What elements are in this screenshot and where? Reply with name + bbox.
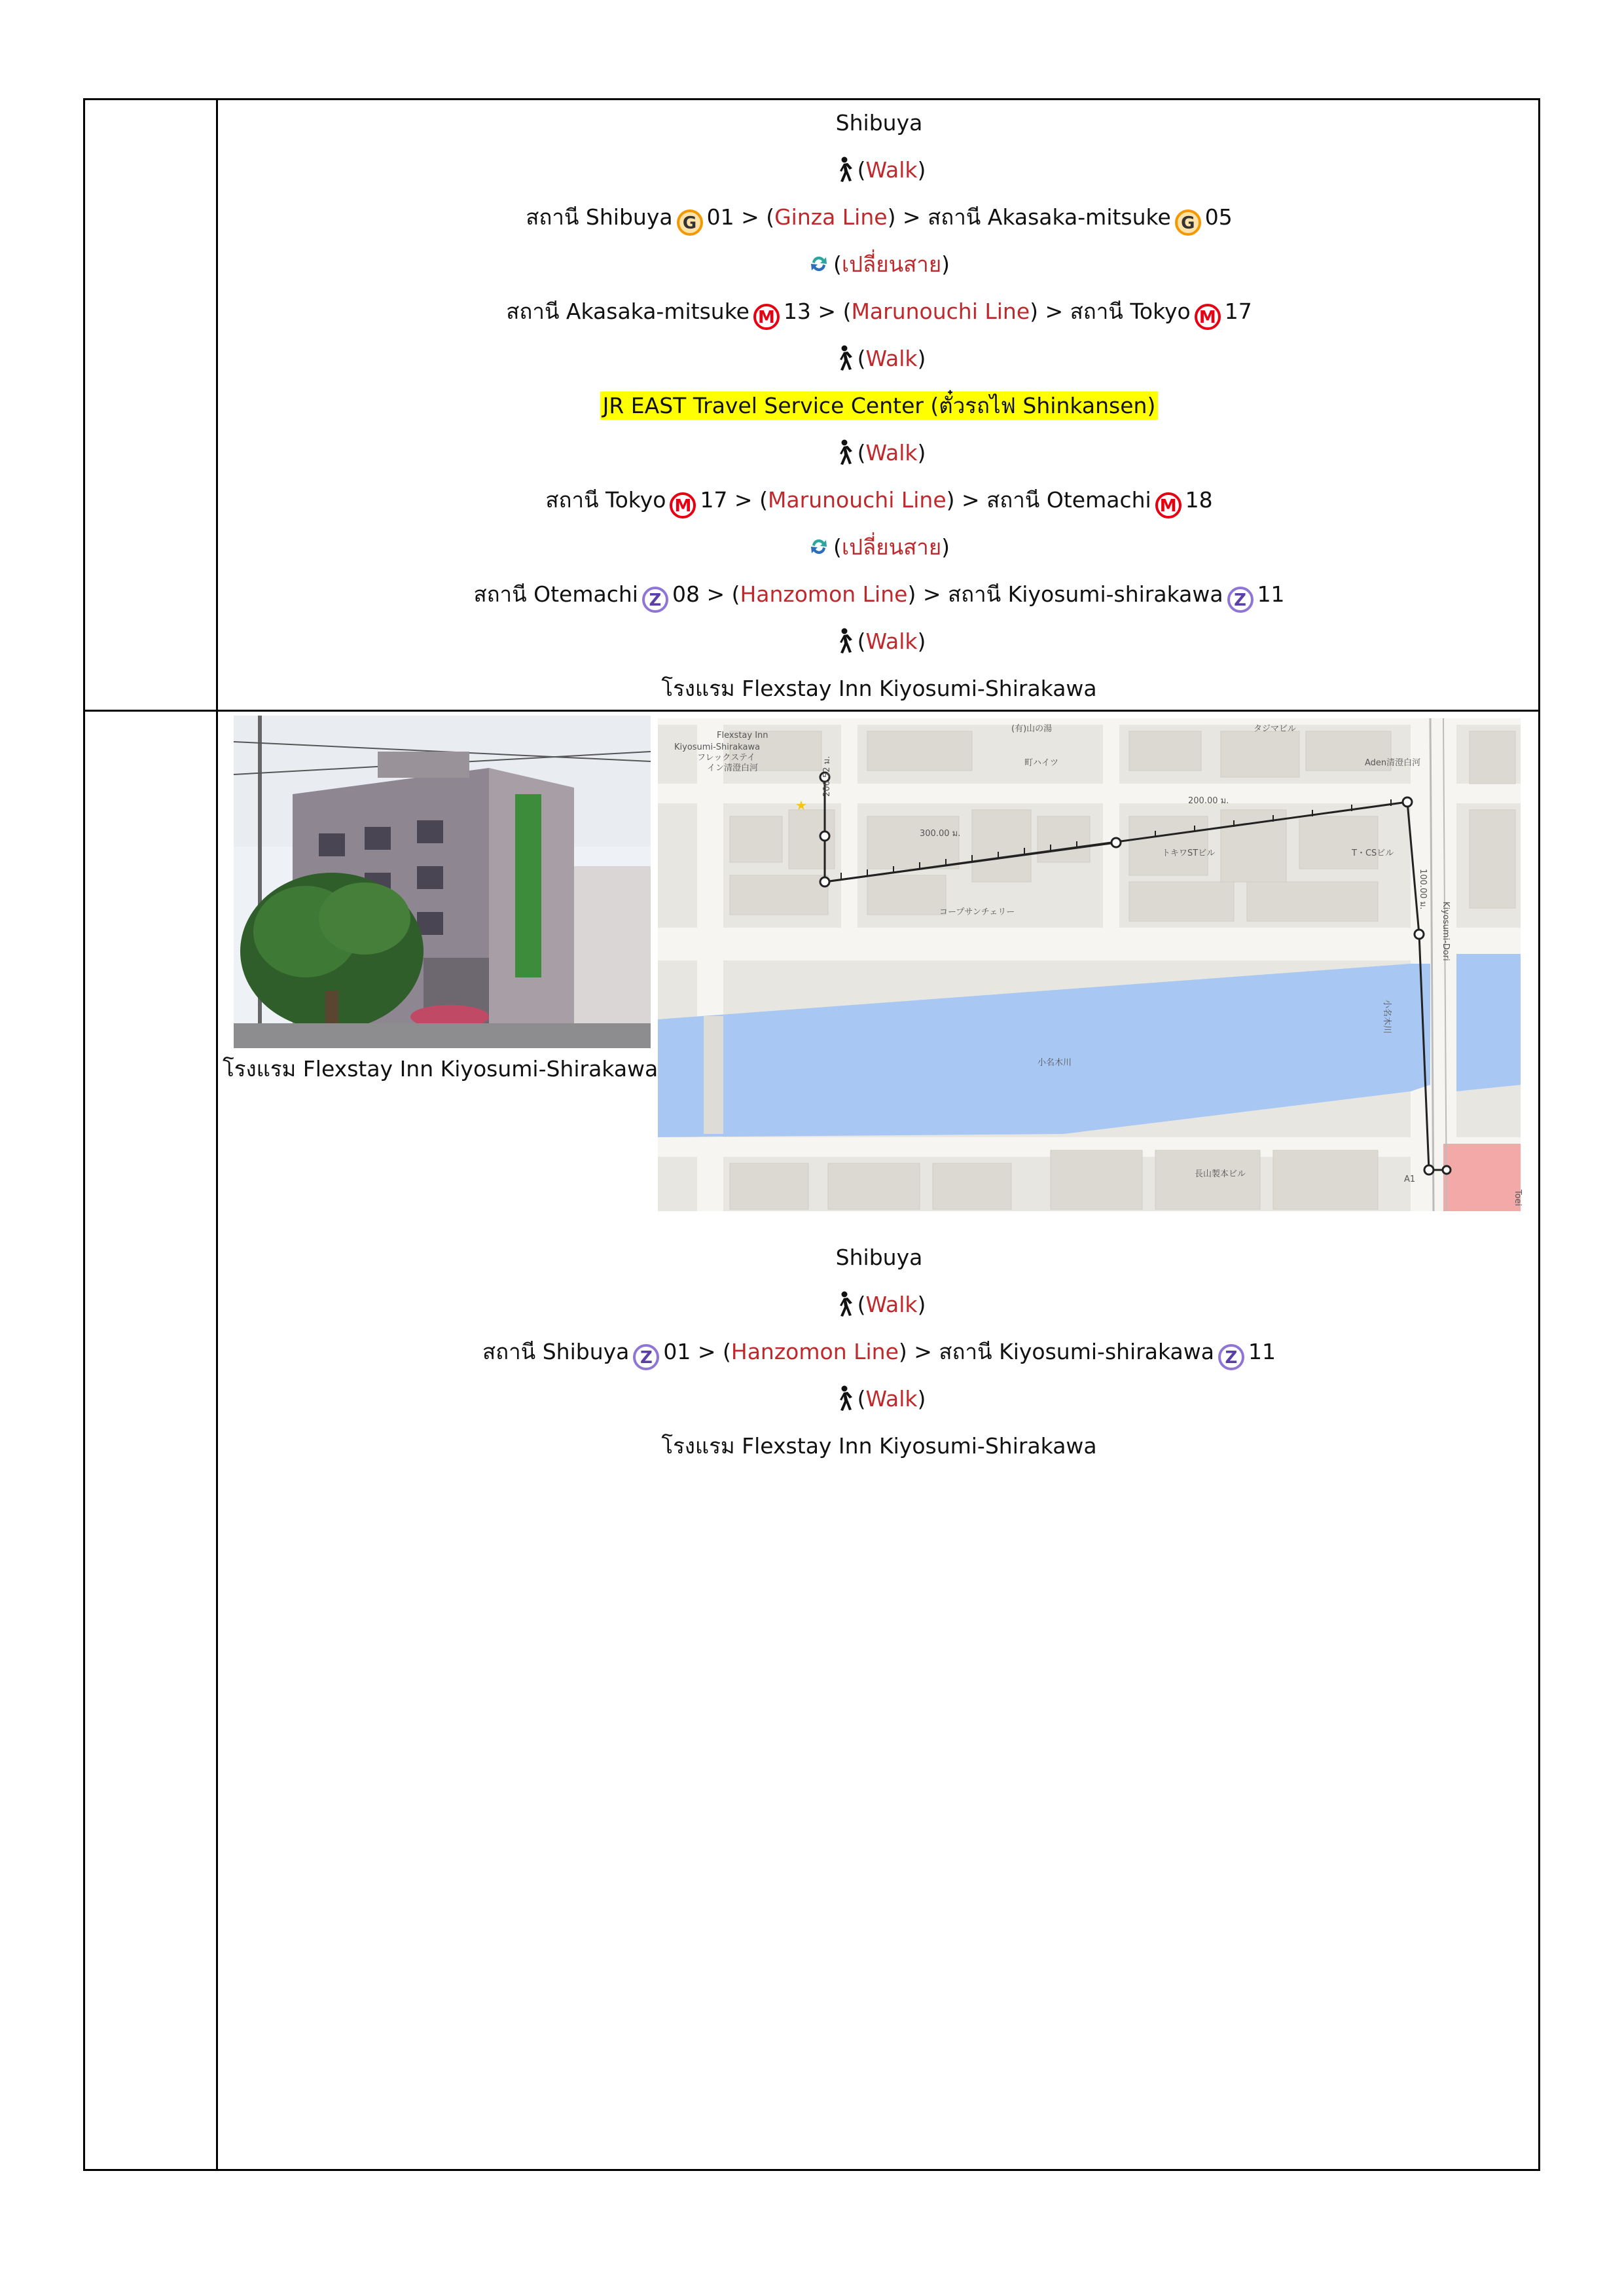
from-station-number: 17	[700, 487, 728, 513]
place-name: โรงแรม Flexstay Inn Kiyosumi-Shirakawa	[661, 1433, 1097, 1459]
map-river-label: 小名木川	[1038, 1058, 1072, 1068]
route-step	[134, 382, 1624, 429]
line-badge-icon: M	[1155, 492, 1182, 519]
route-step: (Walk)	[134, 1376, 1624, 1423]
walk-icon	[833, 1381, 854, 1407]
map-building-coop: コープサンチェリー	[939, 907, 1015, 917]
to-station: สถานี Akasaka-mitsuke	[928, 204, 1171, 230]
route-map[interactable]	[658, 718, 1521, 1211]
transfer-label: เปลี่ยนสาย	[841, 534, 942, 560]
map-hotel-label-jp: フレックステイ	[697, 753, 756, 763]
route-step: สถานี Tokyo M 17 > (Marunouchi Line) > สถานี Otemachi M 18	[134, 477, 1624, 524]
walk-label: Walk	[865, 1292, 918, 1317]
train-line-name: Hanzomon Line	[731, 1339, 899, 1364]
to-station-number: 05	[1204, 204, 1233, 230]
line-badge-icon: Z	[633, 1344, 659, 1370]
route-step: (Walk)	[134, 147, 1624, 194]
map-hotel-label: Flexstay Inn	[717, 731, 768, 740]
route-step: (Walk)	[134, 618, 1624, 665]
transfer-icon	[808, 529, 829, 555]
line-badge-icon: M	[670, 492, 696, 519]
map-building-tajima: タジマビル	[1254, 724, 1297, 734]
train-line-name: Marunouchi Line	[767, 487, 947, 513]
to-station-number: 11	[1248, 1339, 1276, 1364]
walk-label: Walk	[865, 1386, 918, 1412]
walk-icon	[833, 1286, 854, 1313]
route-step: สถานี Otemachi Z 08 > (Hanzomon Line) > สถานี Kiyosumi-shirakawa Z 11	[134, 571, 1624, 618]
walk-label: Walk	[865, 629, 918, 654]
line-badge-icon: M	[1195, 304, 1221, 330]
map-hotel-label-2: Kiyosumi-Shirakawa	[674, 742, 761, 752]
place-name: โรงแรม Flexstay Inn Kiyosumi-Shirakawa	[661, 676, 1097, 701]
highlighted-note: JR EAST Travel Service Center (ตั๋วรถไฟ Shinkansen)	[600, 392, 1159, 420]
from-station-number: 08	[672, 581, 700, 607]
route-step: (เปลี่ยนสาย)	[134, 524, 1624, 571]
route-step: สถานี Shibuya Z 01 > (Hanzomon Line) > สถานี Kiyosumi-shirakawa Z 11	[134, 1328, 1624, 1376]
route-section-1	[134, 100, 1624, 712]
route-step: (Walk)	[134, 335, 1624, 382]
to-station: สถานี Kiyosumi-shirakawa	[939, 1339, 1214, 1364]
route-step: สถานี Shibuya G 01 > (Ginza Line) > สถานี Akasaka-mitsuke G 05	[134, 194, 1624, 241]
route-step	[134, 665, 1624, 712]
map-distance-small: 206.52 ม.	[822, 756, 832, 797]
walk-label: Walk	[865, 157, 918, 183]
map-hotel-label-jp-2: イン清澄白河	[707, 763, 759, 773]
from-station-number: 01	[706, 204, 734, 230]
map-distance-100: 100.00 ม.	[1418, 869, 1428, 910]
train-line-name: Ginza Line	[774, 204, 888, 230]
map-river-label-vertical: 小名木川	[1382, 1000, 1392, 1034]
to-station: สถานี Tokyo	[1070, 299, 1191, 324]
walk-label: Walk	[865, 346, 918, 371]
train-line-name: Hanzomon Line	[740, 581, 908, 607]
line-badge-icon: Z	[1218, 1344, 1244, 1370]
from-station-number: 13	[783, 299, 811, 324]
walk-icon	[833, 340, 854, 367]
place-name: Shibuya	[835, 1245, 923, 1270]
route-step	[134, 100, 1624, 147]
hotel-photo-caption: โรงแรม Flexstay Inn Kiyosumi-Shirakawa	[223, 1056, 659, 1082]
map-street-label: Kiyosumi-Dori	[1441, 902, 1451, 961]
map-exit-label: A1	[1404, 1175, 1416, 1184]
place-name: Shibuya	[835, 110, 923, 136]
route-step	[134, 1423, 1624, 1470]
route-section-2	[134, 1234, 1624, 1470]
from-station-number: 01	[663, 1339, 691, 1364]
to-station-number: 11	[1257, 581, 1285, 607]
route-step: สถานี Akasaka-mitsuke M 13 > (Marunouchi Line) > สถานี Tokyo M 17	[134, 288, 1624, 335]
route-step: (Walk)	[134, 1281, 1624, 1328]
line-badge-icon: G	[1175, 210, 1201, 236]
to-station: สถานี Kiyosumi-shirakawa	[947, 581, 1223, 607]
map-building-tokiwa: トキワSTビル	[1162, 848, 1216, 858]
line-badge-icon: Z	[1227, 587, 1254, 613]
route-step: (เปลี่ยนสาย)	[134, 241, 1624, 288]
hotel-photo	[234, 716, 651, 1048]
walk-icon	[833, 435, 854, 461]
map-distance-200: 200.00 ม.	[1188, 796, 1229, 806]
walk-label: Walk	[865, 440, 918, 465]
from-station: สถานี Shibuya	[482, 1339, 630, 1364]
from-station: สถานี Otemachi	[473, 581, 638, 607]
route-step: (Walk)	[134, 429, 1624, 477]
map-building-nagayama: 長山製本ビル	[1195, 1169, 1246, 1179]
from-station: สถานี Tokyo	[545, 487, 666, 513]
train-line-name: Marunouchi Line	[851, 299, 1030, 324]
transfer-label: เปลี่ยนสาย	[841, 251, 942, 277]
walk-icon	[833, 152, 854, 178]
route-step	[134, 1234, 1624, 1281]
to-station-number: 17	[1224, 299, 1252, 324]
transfer-icon	[808, 246, 829, 272]
map-station-label: Toei	[1513, 1190, 1523, 1207]
svg-text:★: ★	[795, 797, 807, 813]
line-badge-icon: M	[753, 304, 780, 330]
map-building-yamanoyu: (有)山の湯	[1011, 724, 1053, 734]
map-building-tcs: T・CSビル	[1352, 848, 1394, 858]
map-distance-300: 300.00 ม.	[920, 829, 961, 839]
walk-icon	[833, 623, 854, 649]
line-badge-icon: Z	[642, 587, 668, 613]
map-building-heights: 町ハイツ	[1024, 758, 1059, 768]
map-building-aden: Aden清澄白河	[1365, 758, 1421, 768]
from-station: สถานี Shibuya	[526, 204, 673, 230]
line-badge-icon: G	[677, 210, 703, 236]
to-station-number: 18	[1185, 487, 1213, 513]
to-station: สถานี Otemachi	[986, 487, 1151, 513]
from-station: สถานี Akasaka-mitsuke	[506, 299, 749, 324]
